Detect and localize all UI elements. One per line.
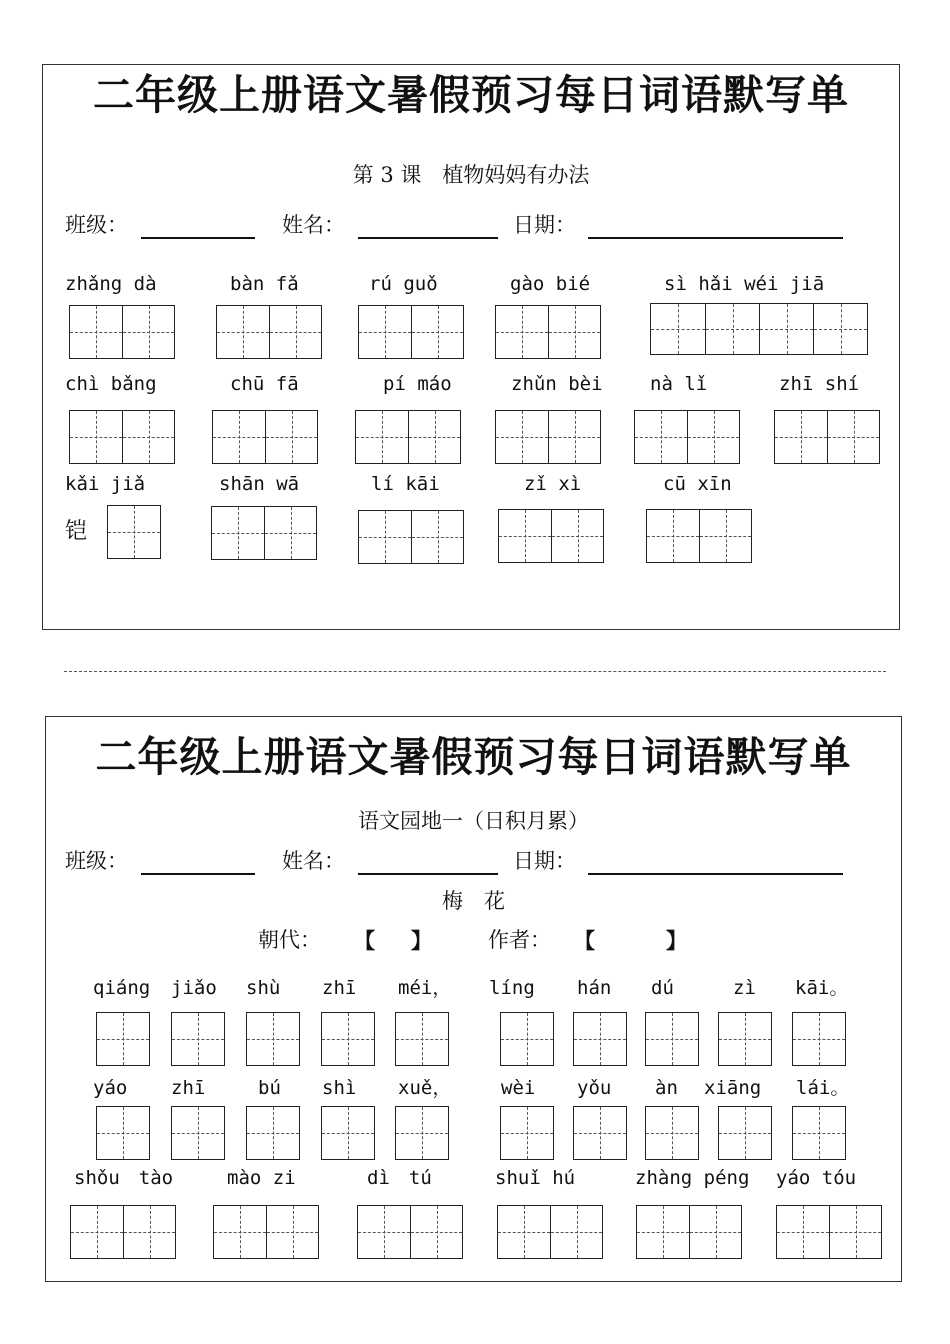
pinyin-prompt: gào bié (510, 273, 591, 295)
writing-grid[interactable] (573, 1012, 627, 1066)
writing-grid[interactable] (573, 1106, 627, 1160)
poem-pinyin: lái。 (796, 1077, 850, 1099)
writing-grid[interactable] (321, 1106, 375, 1160)
dynasty-field[interactable] (376, 930, 408, 950)
name-field[interactable] (358, 851, 498, 875)
pinyin-prompt: bàn fǎ (230, 273, 299, 295)
writing-grid[interactable] (171, 1012, 225, 1066)
poem-pinyin: shì (322, 1077, 357, 1099)
writing-grid[interactable] (645, 1106, 699, 1160)
poem-pinyin: àn (655, 1077, 678, 1099)
writing-grid[interactable] (171, 1106, 225, 1160)
class-field[interactable] (141, 215, 255, 239)
pinyin-prompt: lí kāi (371, 473, 440, 495)
worksheet-lesson-3 (42, 64, 900, 630)
writing-grid[interactable] (718, 1012, 772, 1066)
pinyin-prompt: dì tú (367, 1167, 432, 1189)
date-label: 日期： (513, 213, 576, 237)
poem-pinyin: zhī (171, 1077, 206, 1099)
pinyin-prompt: shǒu tào (74, 1167, 174, 1189)
writing-grid[interactable] (213, 1205, 319, 1259)
pinyin-prompt: kǎi jiǎ (65, 473, 146, 495)
pinyin-prompt: chì bǎng (65, 373, 157, 395)
date-label: 日期： (513, 849, 576, 873)
pinyin-prompt: mào zi (227, 1167, 296, 1189)
poem-pinyin: dú (651, 977, 674, 999)
class-label: 班级： (65, 849, 128, 873)
writing-grid[interactable] (216, 305, 322, 359)
pinyin-prompt: nà lǐ (650, 373, 708, 395)
writing-grid[interactable] (357, 1205, 463, 1259)
given-character: 铠 (65, 519, 88, 544)
poem-pinyin: kāi。 (795, 977, 849, 999)
pinyin-prompt: zhàng péng (635, 1167, 750, 1189)
pinyin-prompt: zhī shí (779, 373, 860, 395)
pinyin-prompt: zhǔn bèi (511, 373, 603, 395)
worksheet-title: 二年级上册语文暑假预习每日词语默写单 (93, 71, 849, 119)
writing-grid[interactable] (358, 510, 464, 564)
dynasty-label: 朝代： (258, 928, 321, 952)
author-label: 作者： (488, 928, 551, 952)
pinyin-prompt: zhǎng dà (65, 273, 157, 295)
pinyin-prompt: yáo tóu (776, 1167, 857, 1189)
poem-pinyin: zhī (322, 977, 357, 999)
writing-grid[interactable] (646, 509, 752, 563)
pinyin-prompt: chū fā (230, 373, 299, 395)
bracket-open: 【 (354, 928, 375, 953)
writing-grid[interactable] (792, 1106, 846, 1160)
poem-pinyin: qiáng (93, 977, 151, 999)
writing-grid[interactable] (69, 305, 175, 359)
writing-grid[interactable] (792, 1012, 846, 1066)
writing-grid[interactable] (497, 1205, 603, 1259)
bracket-close: 】 (411, 928, 432, 953)
poem-title: 梅 花 (442, 889, 505, 913)
writing-grid[interactable] (495, 410, 601, 464)
writing-grid[interactable] (645, 1012, 699, 1066)
writing-grid[interactable] (107, 505, 161, 559)
class-label: 班级： (65, 213, 128, 237)
cut-line-divider (64, 671, 886, 672)
worksheet-garden-1 (45, 716, 902, 1282)
writing-grid[interactable] (636, 1205, 742, 1259)
pinyin-prompt: pí máo (383, 373, 452, 395)
writing-grid[interactable] (211, 506, 317, 560)
writing-grid[interactable] (246, 1106, 300, 1160)
writing-grid[interactable] (500, 1106, 554, 1160)
writing-grid[interactable] (212, 410, 318, 464)
writing-grid[interactable] (776, 1205, 882, 1259)
pinyin-prompt: zǐ xì (524, 473, 582, 495)
poem-pinyin: jiǎo (171, 977, 217, 999)
writing-grid[interactable] (718, 1106, 772, 1160)
worksheet-title: 二年级上册语文暑假预习每日词语默写单 (95, 733, 852, 781)
bracket-close: 】 (666, 928, 687, 953)
poem-pinyin: yǒu (577, 1077, 612, 1099)
writing-grid[interactable] (495, 305, 601, 359)
writing-grid[interactable] (500, 1012, 554, 1066)
writing-grid[interactable] (650, 303, 868, 355)
pinyin-prompt: shuǐ hú (495, 1167, 576, 1189)
poem-pinyin: líng (489, 977, 535, 999)
writing-grid[interactable] (96, 1106, 150, 1160)
writing-grid[interactable] (70, 1205, 176, 1259)
author-field[interactable] (598, 930, 664, 950)
bracket-open: 【 (574, 928, 595, 953)
writing-grid[interactable] (69, 410, 175, 464)
writing-grid[interactable] (774, 410, 880, 464)
class-field[interactable] (141, 851, 255, 875)
writing-grid[interactable] (634, 410, 740, 464)
poem-pinyin: zì (733, 977, 756, 999)
date-field[interactable] (588, 851, 843, 875)
date-field[interactable] (588, 215, 843, 239)
writing-grid[interactable] (395, 1106, 449, 1160)
poem-pinyin: yáo (93, 1077, 128, 1099)
pinyin-prompt: rú guǒ (369, 273, 438, 295)
writing-grid[interactable] (96, 1012, 150, 1066)
writing-grid[interactable] (321, 1012, 375, 1066)
writing-grid[interactable] (498, 509, 604, 563)
writing-grid[interactable] (246, 1012, 300, 1066)
poem-pinyin: hán (577, 977, 612, 999)
poem-pinyin: xiāng (704, 1077, 762, 1099)
writing-grid[interactable] (355, 410, 461, 464)
lesson-title: 第 3 课 植物妈妈有办法 (352, 163, 590, 187)
name-label: 姓名： (282, 849, 345, 873)
poem-pinyin: wèi (501, 1077, 536, 1099)
poem-pinyin: bú (258, 1077, 281, 1099)
name-field[interactable] (358, 215, 498, 239)
pinyin-prompt: shān wā (219, 473, 300, 495)
lesson-title: 语文园地一（日积月累） (358, 809, 589, 833)
name-label: 姓名： (282, 213, 345, 237)
poem-pinyin: méi， (398, 977, 452, 999)
writing-grid[interactable] (395, 1012, 449, 1066)
poem-pinyin: xuě， (398, 1077, 452, 1099)
writing-grid[interactable] (358, 305, 464, 359)
poem-pinyin: shù (246, 977, 281, 999)
pinyin-prompt: sì hǎi wéi jiā (664, 273, 825, 295)
pinyin-prompt: cū xīn (663, 473, 732, 495)
